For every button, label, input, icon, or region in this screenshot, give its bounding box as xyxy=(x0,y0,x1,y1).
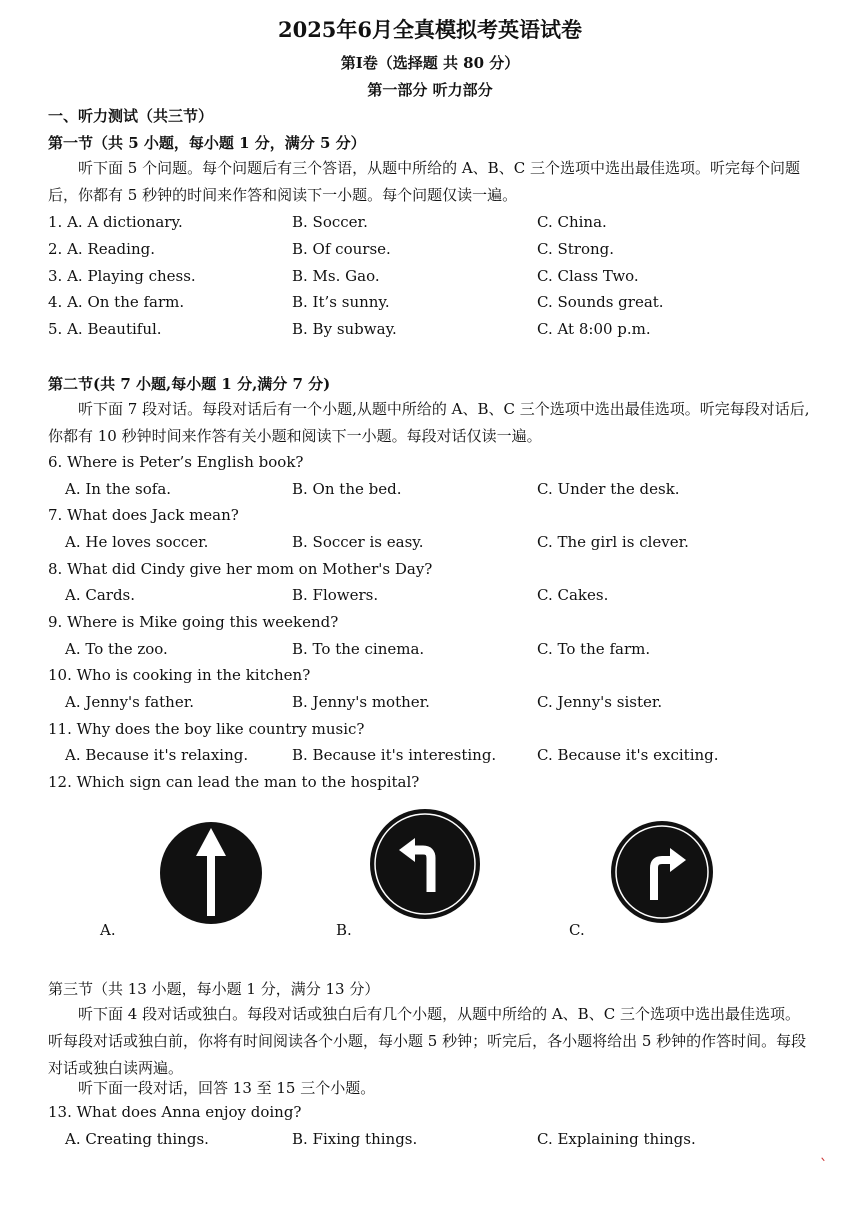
sign-label-c: C. xyxy=(569,921,585,939)
section3-sub-instruction: 听下面一段对话，回答 13 至 15 三个小题。 xyxy=(78,1079,376,1097)
section3-instructions: 听下面 4 段对话或独白。每段对话或独白后有几个小题，从题中所给的 A、B、C 三个选项中选出最佳选项。听每段对话或独白前，你将有时间阅读各个小题，每小题 5 秒钟；听完后，各小题将给出 5 秒钟的作答时间。每段对话或独白读两遍。 xyxy=(48,1005,807,1077)
option-a: 2. A. Reading. xyxy=(48,240,155,258)
options-row xyxy=(48,746,828,768)
option-a: A. To the zoo. xyxy=(65,640,168,658)
options-row xyxy=(48,586,828,608)
options-row xyxy=(48,533,828,555)
list-item xyxy=(48,213,828,235)
option-b: B. It’s sunny. xyxy=(292,293,390,311)
arrow-turn-left-icon xyxy=(369,808,481,920)
option-b: B. To the cinema. xyxy=(292,640,425,658)
option-a: A. Cards. xyxy=(65,586,136,604)
option-c: C. Explaining things. xyxy=(537,1130,696,1148)
question-text: 10. Who is cooking in the kitchen? xyxy=(48,666,311,684)
option-a: A. He loves soccer. xyxy=(65,533,209,551)
options-row xyxy=(48,693,828,715)
section1-instructions: 听下面 5 个问题。每个问题后有三个答语，从题中所给的 A、B、C 三个选项中选出最佳选项。听完每个问题后，你都有 5 秒钟的时间来作答和阅读下一小题。每个问题仅读一遍。 xyxy=(48,159,800,204)
arrow-straight-icon xyxy=(158,820,264,926)
question-text: 11. Why does the boy like country music? xyxy=(48,720,365,738)
option-b: B. On the bed. xyxy=(292,480,402,498)
option-b: B. By subway. xyxy=(292,320,397,338)
exam-title: 2025年6月全真模拟考英语试卷 xyxy=(277,17,583,42)
option-c: C. Because it's exciting. xyxy=(537,746,719,764)
option-b: B. Because it's interesting. xyxy=(292,746,497,764)
list-item xyxy=(48,293,828,315)
section2-heading: 第二节(共 7 小题,每小题 1 分,满分 7 分) xyxy=(48,375,331,393)
options-row xyxy=(48,480,828,502)
option-c: C. Under the desk. xyxy=(537,480,680,498)
option-a: A. In the sofa. xyxy=(65,480,172,498)
arrow-turn-right-icon xyxy=(610,820,714,924)
option-b: B. Soccer. xyxy=(292,213,368,231)
option-a: A. Creating things. xyxy=(65,1130,209,1148)
section2-instructions: 听下面 7 段对话。每段对话后有一个小题,从题中所给的 A、B、C 三个选项中选出最佳选项。听完每段对话后,你都有 10 秒钟时间来作答有关小题和阅读下一小题。每段对话仅读一遍。 xyxy=(48,400,810,445)
option-a: 5. A. Beautiful. xyxy=(48,320,162,338)
option-a: 3. A. Playing chess. xyxy=(48,267,196,285)
question-text: 13. What does Anna enjoy doing? xyxy=(48,1103,302,1121)
option-c: C. At 8:00 p.m. xyxy=(537,320,651,338)
option-b: B. Jenny's mother. xyxy=(292,693,430,711)
option-c: C. To the farm. xyxy=(537,640,651,658)
option-b: B. Flowers. xyxy=(292,586,379,604)
option-c: C. Sounds great. xyxy=(537,293,664,311)
options-row xyxy=(48,1130,828,1152)
option-c: C. Cakes. xyxy=(537,586,609,604)
option-c: C. China. xyxy=(537,213,607,231)
option-c: C. Strong. xyxy=(537,240,615,258)
question-text: 12. Which sign can lead the man to the hospital? xyxy=(48,773,420,791)
question-text: 6. Where is Peter’s English book? xyxy=(48,453,304,471)
question-text: 9. Where is Mike going this weekend? xyxy=(48,613,339,631)
option-a: 4. A. On the farm. xyxy=(48,293,185,311)
sign-label-a: A. xyxy=(100,921,116,939)
option-b: B. Ms. Gao. xyxy=(292,267,380,285)
section3-heading: 第三节（共 13 小题，每小题 1 分，满分 13 分） xyxy=(48,980,380,998)
sign-label-b: B. xyxy=(336,921,352,939)
option-b: B. Fixing things. xyxy=(292,1130,418,1148)
list-item xyxy=(48,240,828,262)
volume-title: 第Ⅰ卷（选择题 共 80 分） xyxy=(340,54,520,72)
question-text: 8. What did Cindy give her mom on Mother's Day? xyxy=(48,560,433,578)
options-row xyxy=(48,640,828,662)
list-item xyxy=(48,320,828,342)
option-c: C. Class Two. xyxy=(537,267,639,285)
option-c: C. Jenny's sister. xyxy=(537,693,663,711)
section1-heading: 第一节（共 5 小题，每小题 1 分，满分 5 分） xyxy=(48,134,366,152)
question-text: 7. What does Jack mean? xyxy=(48,506,239,524)
stray-mark xyxy=(821,1155,827,1161)
option-b: B. Of course. xyxy=(292,240,391,258)
option-a: A. Because it's relaxing. xyxy=(65,746,249,764)
part-title: 第一部分 听力部分 xyxy=(367,81,493,99)
option-a: A. Jenny's father. xyxy=(65,693,194,711)
list-item xyxy=(48,267,828,289)
listening-heading: 一、听力测试（共三节） xyxy=(48,107,214,125)
option-b: B. Soccer is easy. xyxy=(292,533,424,551)
option-c: C. The girl is clever. xyxy=(537,533,689,551)
option-a: 1. A. A dictionary. xyxy=(48,213,183,231)
